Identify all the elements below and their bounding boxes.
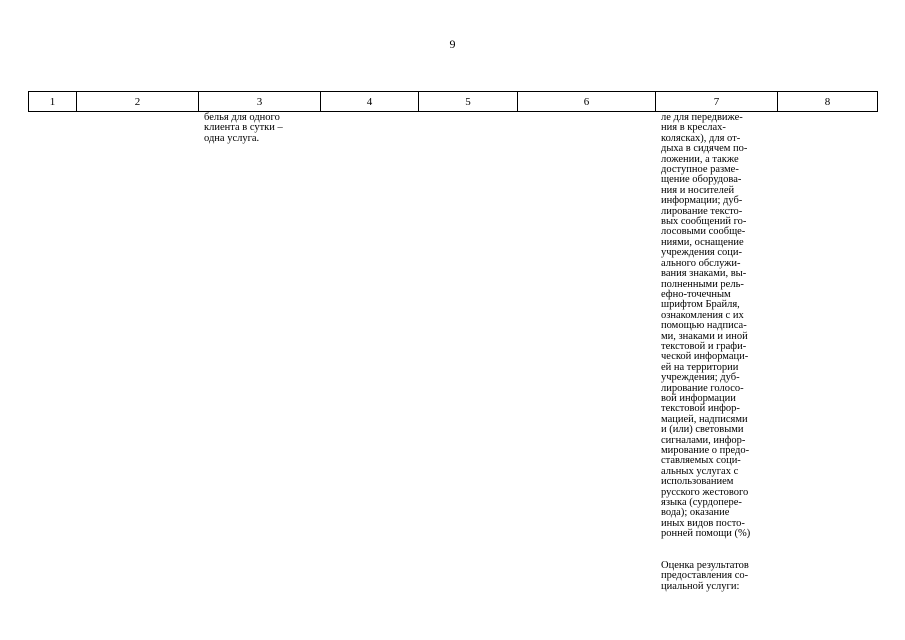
column3-line: белья для одного [204,112,280,123]
column3-line: одна услуга. [204,132,260,144]
header-row [29,92,878,112]
column-number-6: 6 [518,92,656,112]
column7-line: лосовыми сообще- [661,226,746,238]
column7-line: дыха в сидячем по- [661,143,748,155]
column7-line: ческой информаци- [661,351,749,363]
column7-line: вой информации [661,392,736,404]
column7-line: альных услугах с [661,465,739,477]
column7-line: использованием [661,476,734,488]
column7-assessment-line: предоставления со- [661,570,749,582]
column-number-3: 3 [199,92,321,112]
column7-line: ей на территории [661,361,739,373]
column7-line: лирование тексто- [661,205,743,217]
column-number-2: 2 [77,92,199,112]
column7-line: ния и носителей [661,184,735,196]
column7-line: мацией, надписями [661,413,748,425]
column7-line: ронней помощи (%) [661,528,751,540]
column7-line: доступное разме- [661,164,739,176]
column7-line: ния в креслах- [661,122,726,134]
column7-line: ального обслужи- [661,257,741,269]
column7-line: ознакомления с их [661,309,744,321]
column7-line: помощью надписа- [661,320,747,332]
column3-line: клиента в сутки – [204,122,283,134]
column7-line: ле для передвиже- [661,112,743,123]
column7-line: сигналами, инфор- [661,434,746,446]
column-number-8: 8 [778,92,878,112]
column7-assessment-line: Оценка результатов [661,560,749,571]
column-number-5: 5 [419,92,518,112]
column7-line: языка (сурдопере- [661,497,742,509]
column7-line: вых сообщений го- [661,216,747,228]
column7-line: вания знаками, вы- [661,268,747,280]
column-number-1: 1 [29,92,77,112]
column7-line: и (или) световыми [661,424,744,436]
column7-line: ставляемых соци- [661,455,741,467]
column-number-4: 4 [321,92,419,112]
column-number-7: 7 [656,92,778,112]
column7-line: шрифтом Брайля, [661,299,740,311]
column7-line: вода); оказание [661,507,730,519]
column7-line: учреждения соци- [661,247,743,259]
column7-line: щение оборудова- [661,174,742,186]
column7-line: текстовой инфор- [661,403,740,415]
column7-line: колясках), для от- [661,132,741,144]
column7-line: лирование голосо- [661,382,744,394]
column7-line: полненными рель- [661,278,744,290]
column7-line: ми, знаками и иной [661,330,748,342]
column7-line: учреждения; дуб- [661,372,740,384]
column7-assessment-text [661,561,749,592]
column7-line: иных видов посто- [661,517,745,529]
column7-line: мирование о предо- [661,445,750,456]
column7-line: ложении, а также [661,153,739,165]
column7-line: текстовой и графи- [661,340,747,352]
column7-line: ефно-точечным [661,288,731,300]
page-number: 9 [449,37,456,51]
column7-assessment-line: циальной услуги: [661,580,740,592]
column-number-header-table [28,91,878,112]
column7-text [661,113,750,540]
column7-line: русского жестового [661,486,749,498]
column7-line: информации; дуб- [661,195,743,207]
column3-text [204,113,283,144]
column7-line: ниями, оснащение [661,236,744,248]
